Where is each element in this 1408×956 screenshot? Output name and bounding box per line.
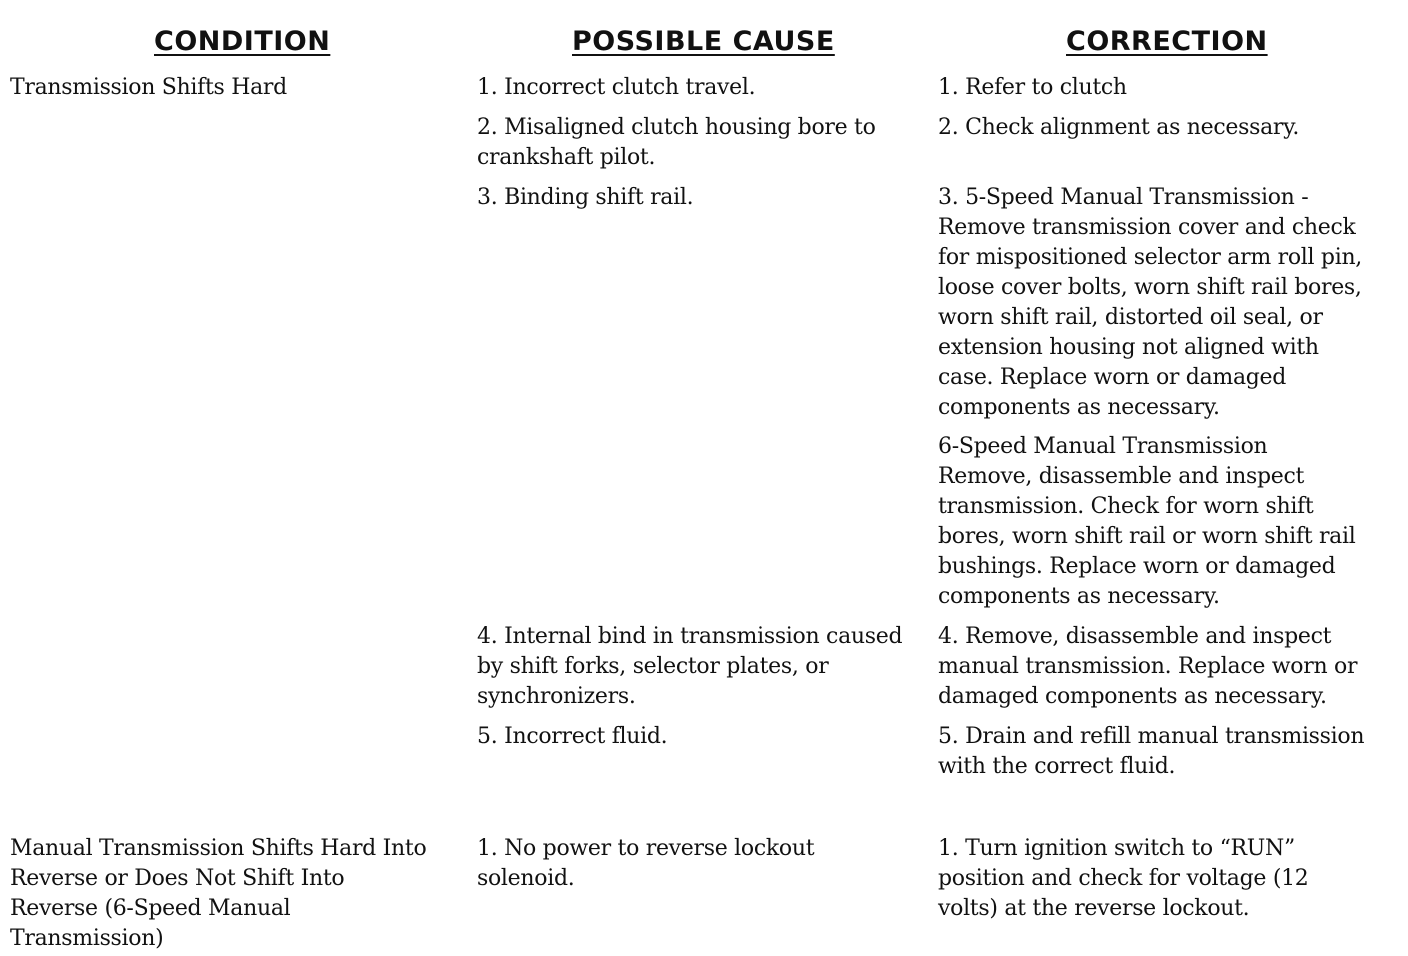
cause-1-3: 3. Binding shift rail. [477,185,694,210]
correction-1-5: 5. Drain and refill manual transmission with the correct fluid. [938,724,1365,779]
correction-1-2: 2. Check alignment as necessary. [938,115,1300,140]
condition-transmission-shifts-hard: Transmission Shifts Hard [10,75,287,100]
cause-1-1: 1. Incorrect clutch travel. [477,75,756,100]
header-possible-cause: POSSIBLE CAUSE [572,26,835,57]
correction-2-1: 1. Turn ignition switch to “RUN” position and check for voltage (12 volts) at the reverse lockout. [938,836,1309,921]
correction-1-4: 4. Remove, disassemble and inspect manual transmission. Replace worn or damaged components as necessary. [938,624,1358,709]
correction-1-1: 1. Refer to clutch [938,75,1127,100]
header-condition: CONDITION [154,26,331,57]
cause-1-2: 2. Misaligned clutch housing bore to crankshaft pilot. [477,115,876,170]
cause-1-4: 4. Internal bind in transmission caused by shift forks, selector plates, or synchronizers. [477,624,903,709]
header-correction: CORRECTION [1066,26,1268,57]
cause-2-1: 1. No power to reverse lockout solenoid. [477,836,815,891]
cause-1-5: 5. Incorrect fluid. [477,724,668,749]
correction-1-3-6-speed: 6-Speed Manual Transmission Remove, disassemble and inspect transmission. Check for worn shift bores, worn shift rail or worn shift rail bushings. Replace worn or damaged components as necessary. [938,434,1356,609]
correction-1-3-5-speed: 3. 5-Speed Manual Transmission - Remove transmission cover and check for mispositioned selector arm roll pin, loose cover bolts, worn shift rail bores, worn shift rail, distorted oil seal, or extension housing not aligned with case. Replace worn or damaged components as necessary. [938,185,1363,420]
condition-shifts-hard-into-reverse: Manual Transmission Shifts Hard Into Reverse or Does Not Shift Into Reverse (6-Speed Manual Transmission) [10,836,427,951]
